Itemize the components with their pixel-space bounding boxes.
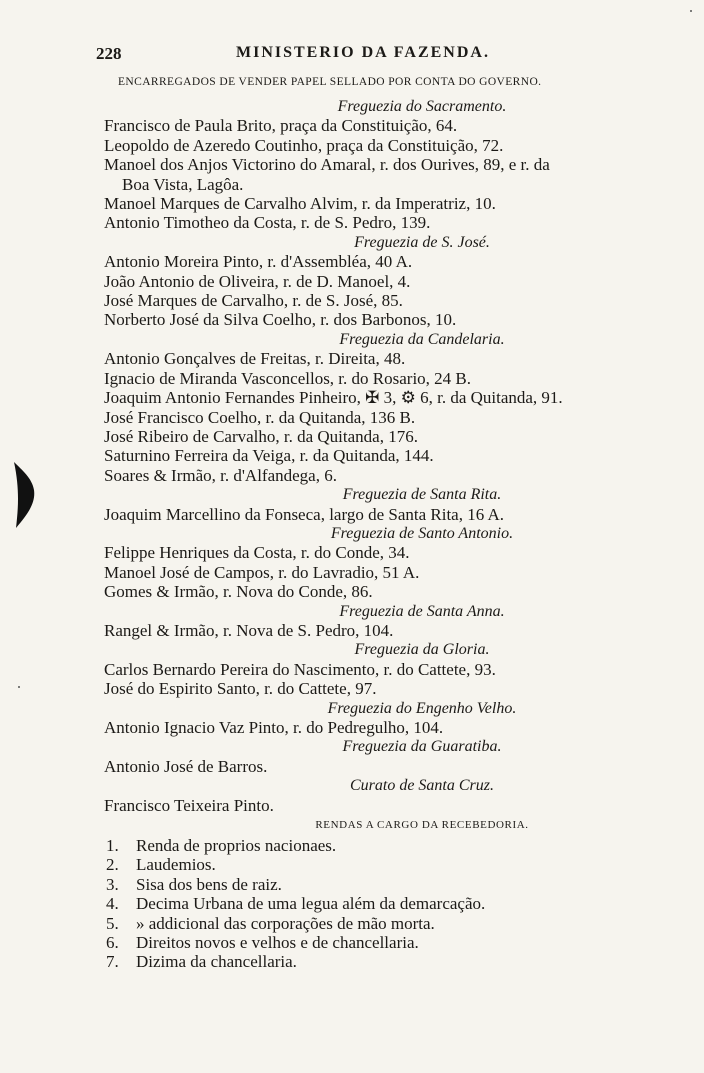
item-number: 7. (106, 952, 119, 972)
item-number: 3. (106, 874, 119, 894)
item-number: 1. (106, 836, 119, 856)
vendor-entry: Manoel Marques de Carvalho Alvim, r. da Imperatriz, 10. (104, 194, 496, 214)
vendor-entry: Gomes & Irmão, r. Nova do Conde, 86. (104, 582, 373, 602)
vendor-entry: Antonio Moreira Pinto, r. d'Assembléa, 40 A. (104, 252, 413, 272)
numbered-item (104, 952, 684, 971)
numbered-item (104, 933, 684, 952)
item-text: Direitos novos e velhos e de chancellaria. (136, 933, 419, 953)
item-number: 2. (106, 855, 119, 875)
vendor-entry: Joaquim Marcellino da Fonseca, largo de Santa Rita, 16 A. (104, 504, 505, 524)
parish-heading: Freguezia de Santa Anna. (339, 602, 505, 620)
parish-heading: Freguezia do Engenho Velho. (327, 699, 517, 717)
item-text: Laudemios. (136, 855, 216, 875)
vendor-entry: José Ribeiro de Carvalho, r. da Quitanda, 176. (104, 426, 418, 446)
parish-heading: Curato de Santa Cruz. (349, 777, 494, 795)
vendor-entry: Joaquim Antonio Fernandes Pinheiro, ✠ 3, ⚙ 6, r. da Quitanda, 91. (104, 388, 563, 408)
vendor-entry: Leopoldo de Azeredo Coutinho, praça da Constituição, 72. (104, 135, 504, 155)
vendor-entry: Rangel & Irmão, r. Nova de S. Pedro, 104. (104, 620, 394, 640)
parish-heading: Freguezia da Gloria. (354, 641, 490, 659)
parish-heading: Freguezia de S. José. (354, 233, 490, 251)
item-text: Dizima da chancellaria. (136, 952, 297, 972)
page-header (96, 44, 536, 66)
vendor-entry: Ignacio de Miranda Vasconcellos, r. do Rosario, 24 B. (104, 368, 472, 388)
item-number: 6. (106, 933, 119, 953)
vendor-entry: Saturnino Ferreira da Veiga, r. da Quitanda, 144. (104, 446, 434, 466)
vendor-entry: Carlos Bernardo Pereira do Nascimento, r. do Cattete, 93. (104, 659, 496, 679)
vendor-entry: Francisco de Paula Brito, praça da Constituição, 64. (104, 116, 458, 136)
vendor-entry: Manoel dos Anjos Victorino do Amaral, r. dos Ourives, 89, e r. da (104, 155, 550, 175)
section-title: ENCARREGADOS DE VENDER PAPEL SELLADO POR CONTA DO GOVERNO. (118, 76, 542, 88)
numbered-item (104, 894, 684, 913)
vendor-entry: Felippe Henriques da Costa, r. do Conde, 34. (104, 543, 410, 563)
vendor-entry: José Marques de Carvalho, r. de S. José, 85. (104, 291, 403, 311)
vendor-entry: Manoel José de Campos, r. do Lavradio, 51 A. (104, 562, 420, 582)
parish-heading: Freguezia de Santo Antonio. (330, 524, 514, 542)
numbered-item (104, 836, 684, 855)
numbered-item (104, 914, 684, 933)
vendor-entry: José do Espirito Santo, r. do Cattete, 97. (104, 679, 377, 699)
vendor-entry: Antonio José de Barros. (104, 756, 268, 776)
speck (690, 10, 692, 12)
item-text: Sisa dos bens de raiz. (136, 874, 282, 894)
vendor-entry: Francisco Teixeira Pinto. (104, 795, 274, 815)
numbered-item (104, 875, 684, 894)
text-body (104, 97, 684, 972)
numbered-item (104, 855, 684, 874)
vendor-entry: Norberto José da Silva Coelho, r. dos Barbonos, 10. (104, 310, 457, 330)
speck (18, 686, 20, 688)
vendor-entry: Soares & Irmão, r. d'Alfandega, 6. (104, 465, 337, 485)
vendor-entry: João Antonio de Oliveira, r. de D. Manoel, 4. (104, 271, 411, 291)
parish-heading: Freguezia do Sacramento. (337, 98, 507, 115)
section-caption: RENDAS A CARGO DA RECEBEDORIA. (315, 819, 529, 832)
item-text: Renda de proprios nacionaes. (136, 836, 337, 856)
vendor-entry: Antonio Ignacio Vaz Pinto, r. do Pedregulho, 104. (104, 718, 444, 737)
parish-heading: Freguezia da Guaratiba. (342, 738, 502, 756)
item-text: » addicional das corporações de mão morta. (136, 913, 435, 933)
item-number: 5. (106, 913, 119, 933)
vendor-entry: Antonio Timotheo da Costa, r. de S. Pedro, 139. (104, 213, 431, 233)
vendor-entry-continuation: Boa Vista, Lagôa. (122, 174, 244, 194)
page-number: 228 (96, 44, 122, 63)
item-number: 4. (106, 894, 119, 914)
item-text: Decima Urbana de uma legua além da demarcação. (136, 894, 486, 914)
running-title: MINISTERIO DA FAZENDA. (236, 44, 490, 61)
vendor-entry: José Francisco Coelho, r. da Quitanda, 136 B. (104, 407, 416, 427)
parish-heading: Freguezia de Santa Rita. (342, 486, 502, 504)
ink-blot (8, 460, 38, 530)
parish-heading: Freguezia da Candelaria. (339, 330, 505, 348)
vendor-entry: Antonio Gonçalves de Freitas, r. Direita, 48. (104, 349, 406, 369)
